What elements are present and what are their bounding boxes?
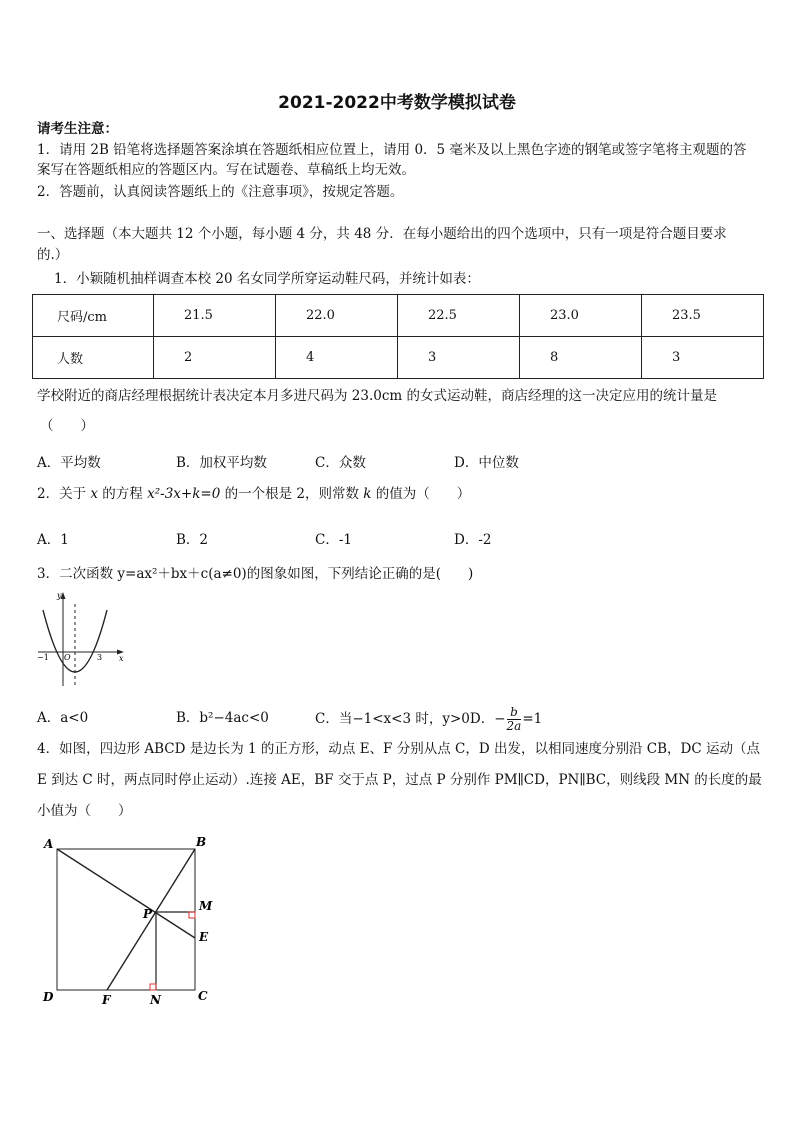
table-cell: 22.5 <box>398 295 520 337</box>
page-title: 2021-2022中考数学模拟试卷 <box>278 93 516 113</box>
label-p: P <box>143 907 153 921</box>
notice-line-2: 2．答题前，认真阅读答题纸上的《注意事项》，按规定答题。 <box>37 184 404 200</box>
q3-option-a: A．a<0 <box>37 710 89 726</box>
label-n: N <box>150 993 161 1007</box>
notice-line-1b: 案写在答题纸相应的答题区内。写在试题卷、草稿纸上均无效。 <box>37 162 415 178</box>
q4-stem-line-1: 4．如图，四边形 ABCD 是边长为 1 的正方形，动点 E、F 分别从点 C，D 出发，以相同速度分别沿 CB，DC 运动（点 <box>37 741 760 757</box>
label-m: M <box>199 899 213 913</box>
label-e: E <box>199 930 209 944</box>
square-abcd <box>57 849 195 990</box>
table-cell: 22.0 <box>276 295 398 337</box>
label-c: C <box>198 989 208 1003</box>
q3-option-b: B．b²−4ac<0 <box>176 710 269 726</box>
q1-stem: 1．小颖随机抽样调查本校 20 名女同学所穿运动鞋尺码，并统计如表： <box>54 271 480 287</box>
q1-option-c: C．众数 <box>315 455 366 471</box>
q1-option-d: D．中位数 <box>454 455 519 471</box>
q1-conclusion: 学校附近的商店经理根据统计表决定本月多进尺码为 23.0cm 的女式运动鞋，商店经理的这一决定应用的统计量是 <box>37 388 718 404</box>
q3-option-c-d <box>315 706 542 733</box>
q2-option-a: A．1 <box>37 532 69 548</box>
q3-option-c-text: C．当−1<x<3 时，y>0D．− <box>315 711 506 727</box>
tick-label-minus1: −1 <box>37 653 49 662</box>
label-a: A <box>44 837 54 851</box>
q2-variable-k: k <box>363 486 372 502</box>
table-row <box>33 337 764 379</box>
right-angle-n <box>150 984 156 990</box>
q1-stats-table <box>32 294 764 379</box>
q4-stem-line-3: 小值为（ ） <box>37 803 132 819</box>
fraction-denominator: 2a <box>506 719 522 733</box>
q2-stem-part: 的方程 <box>98 486 148 502</box>
table-cell: 2 <box>154 337 276 379</box>
q2-stem-part: 的值为（ ） <box>371 486 471 502</box>
q2-option-d: D．-2 <box>454 532 492 548</box>
x-axis-label: x <box>119 654 124 663</box>
tick-label-3: 3 <box>97 653 103 662</box>
table-cell: 3 <box>642 337 764 379</box>
y-axis-label: y <box>57 591 62 600</box>
table-cell: 8 <box>520 337 642 379</box>
section-heading-line-1: 一、选择题（本大题共 12 个小题，每小题 4 分，共 48 分．在每小题给出的四个选项中，只有一项是符合题目要求 <box>37 226 727 242</box>
q1-option-b: B．加权平均数 <box>176 455 267 471</box>
q2-equation: x²-3x+k=0 <box>147 486 221 502</box>
q2-option-b: B．2 <box>176 532 209 548</box>
table-cell: 尺码/cm <box>33 295 154 337</box>
notice-line-1a: 1．请用 2B 铅笔将选择题答案涂填在答题纸相应位置上，请用 0．5 毫米及以上黑色字迹的钢笔或签字笔将主观题的答 <box>37 142 747 158</box>
segment-ae <box>57 849 195 938</box>
table-cell: 21.5 <box>154 295 276 337</box>
fraction-numerator: b <box>507 706 522 720</box>
q3-stem: 3．二次函数 y=ax²＋bx＋c(a≠0)的图象如图，下列结论正确的是( ) <box>37 566 474 582</box>
table-row <box>33 295 764 337</box>
q2-option-c: C．-1 <box>315 532 352 548</box>
right-angle-m <box>189 912 195 918</box>
label-b: B <box>196 835 207 849</box>
label-f: F <box>102 993 111 1007</box>
notice-heading: 请考生注意： <box>37 121 118 137</box>
table-cell: 人数 <box>33 337 154 379</box>
q2-stem-part: 2．关于 <box>37 486 91 502</box>
q1-answer-paren: （ ） <box>40 418 94 434</box>
q2-stem-part: 的一个根是 2，则常数 <box>220 486 364 502</box>
table-cell: 3 <box>398 337 520 379</box>
table-cell: 23.5 <box>642 295 764 337</box>
label-d: D <box>43 990 54 1004</box>
q1-option-a: A．平均数 <box>37 455 101 471</box>
q3-parabola-graph <box>35 586 130 691</box>
section-heading-line-2: 的.） <box>37 247 69 263</box>
q2-stem <box>37 486 470 502</box>
q3-fraction-tail: =1 <box>522 711 543 727</box>
q4-square-figure <box>38 832 218 1010</box>
origin-label: O <box>64 653 71 662</box>
q2-variable-x: x <box>90 486 99 502</box>
q4-stem-line-2: E 到达 C 时，两点同时停止运动）.连接 AE，BF 交于点 P，过点 P 分别作 PM∥CD，PN∥BC，则线段 MN 的长度的最 <box>37 772 762 788</box>
q3-fraction <box>507 706 522 733</box>
table-cell: 4 <box>276 337 398 379</box>
table-cell: 23.0 <box>520 295 642 337</box>
